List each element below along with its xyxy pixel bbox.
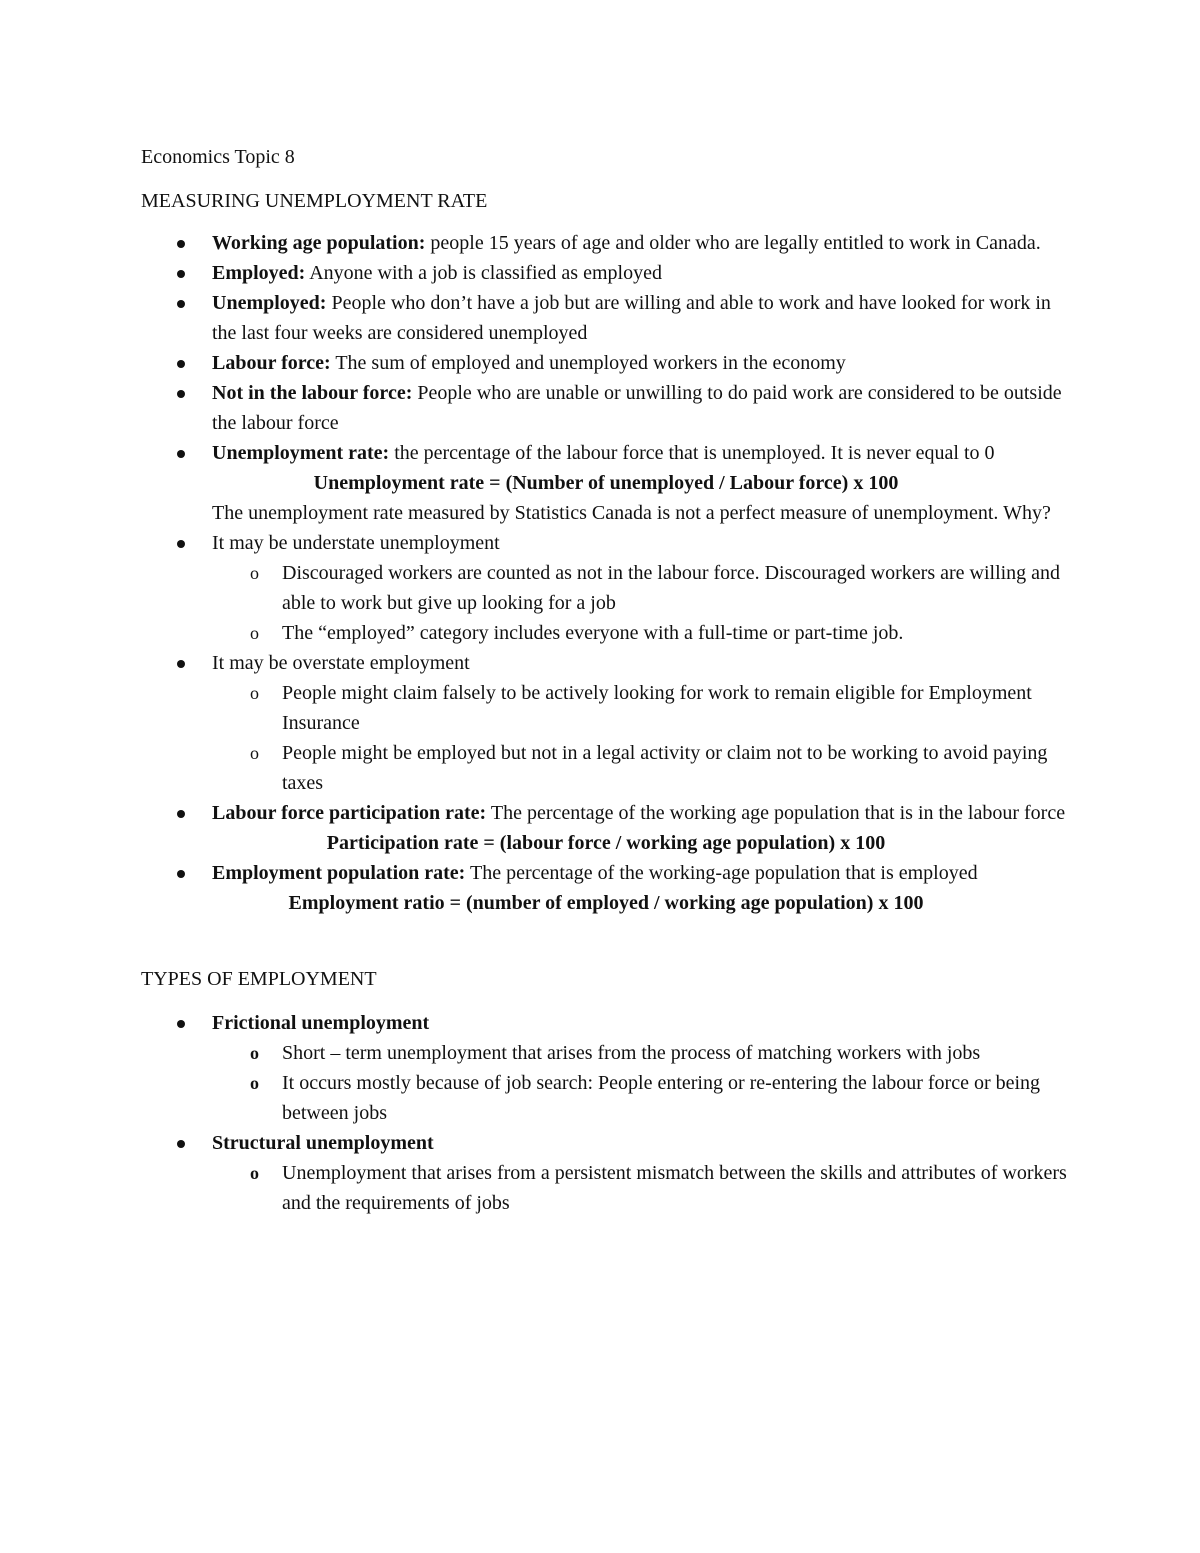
definition-text: People who are unable or unwilling to do paid work are considered to be outside the labour force xyxy=(212,382,1062,434)
sub-item-text: People might claim falsely to be actively looking for work to remain eligible for Employment Insurance xyxy=(282,682,1032,734)
bullet-icon xyxy=(177,240,185,248)
circle-bullet-icon: o xyxy=(250,1073,259,1093)
term-label: Not in the labour force: xyxy=(212,382,413,404)
list-item xyxy=(141,288,1071,348)
circle-bullet-icon: o xyxy=(250,563,259,583)
term-label: Working age population: xyxy=(212,232,426,254)
sub-item-text: Unemployment that arises from a persistent mismatch between the skills and attributes of workers and the requirements of jobs xyxy=(282,1162,1067,1214)
sub-list-item xyxy=(212,738,1071,798)
term-label: Labour force participation rate: xyxy=(212,802,487,824)
item-text: It may be understate unemployment xyxy=(212,532,500,554)
circle-bullet-icon: o xyxy=(250,1043,259,1063)
sub-list xyxy=(212,678,1071,798)
sub-item-text: Discouraged workers are counted as not in the labour force. Discouraged workers are willing and able to work but give up looking for a job xyxy=(282,562,1061,614)
sub-list-item xyxy=(212,678,1071,738)
bullet-icon xyxy=(177,360,185,368)
document-page xyxy=(141,142,1071,1218)
bullet-icon xyxy=(177,390,185,398)
bullet-icon xyxy=(177,660,185,668)
bullet-icon xyxy=(177,1020,185,1028)
bullet-icon xyxy=(177,810,185,818)
note-text: The unemployment rate measured by Statistics Canada is not a perfect measure of unemployment. Why? xyxy=(212,502,1051,524)
list-item xyxy=(141,438,1071,528)
document-title: Economics Topic 8 xyxy=(141,146,295,168)
list-item xyxy=(141,228,1071,258)
sub-item-text: People might be employed but not in a legal activity or claim not to be working to avoid paying taxes xyxy=(282,742,1048,794)
bullet-icon xyxy=(177,1140,185,1148)
types-list xyxy=(141,1008,1071,1218)
measuring-list xyxy=(141,228,1071,918)
sub-list-item xyxy=(212,618,1071,648)
circle-bullet-icon: o xyxy=(250,623,259,643)
list-item xyxy=(141,528,1071,648)
section-heading-measuring: MEASURING UNEMPLOYMENT RATE xyxy=(141,190,488,212)
circle-bullet-icon: o xyxy=(250,683,259,703)
list-item xyxy=(141,858,1071,918)
term-label: Frictional unemployment xyxy=(212,1012,430,1034)
list-item xyxy=(141,258,1071,288)
unemployment-rate-formula: Unemployment rate = (Number of unemployed / Labour force) x 100 xyxy=(313,472,899,494)
definition-text: People who don’t have a job but are willing and able to work and have looked for work in the last four weeks are considered unemployed xyxy=(212,292,1051,344)
term-label: Structural unemployment xyxy=(212,1132,434,1154)
participation-rate-formula: Participation rate = (labour force / working age population) x 100 xyxy=(326,832,886,854)
definition-text: people 15 years of age and older who are legally entitled to work in Canada. xyxy=(425,232,1041,254)
definition-text: the percentage of the labour force that is unemployed. It is never equal to 0 xyxy=(389,442,995,464)
bullet-icon xyxy=(177,540,185,548)
sub-list-item xyxy=(212,1068,1071,1128)
definition-text: The sum of employed and unemployed workers in the economy xyxy=(330,352,846,374)
list-item xyxy=(141,378,1071,438)
term-label: Employed: xyxy=(212,262,306,284)
sub-item-text: Short – term unemployment that arises from the process of matching workers with jobs xyxy=(282,1042,981,1064)
term-label: Employment population rate: xyxy=(212,862,466,884)
sub-list xyxy=(212,1158,1071,1218)
bullet-icon xyxy=(177,870,185,878)
list-item xyxy=(141,798,1071,858)
sub-list-item xyxy=(212,1158,1071,1218)
sub-item-text: The “employed” category includes everyone with a full-time or part-time job. xyxy=(282,622,904,644)
list-item xyxy=(141,1128,1071,1218)
term-label: Labour force: xyxy=(212,352,331,374)
sub-list xyxy=(212,1038,1071,1128)
term-label: Unemployed: xyxy=(212,292,327,314)
list-item xyxy=(141,648,1071,798)
bullet-icon xyxy=(177,300,185,308)
term-label: Unemployment rate: xyxy=(212,442,390,464)
employment-ratio-formula: Employment ratio = (number of employed / working age population) x 100 xyxy=(288,892,924,914)
sub-list-item xyxy=(212,558,1071,618)
definition-text: The percentage of the working-age population that is employed xyxy=(465,862,978,884)
sub-list xyxy=(212,558,1071,648)
list-item xyxy=(141,1008,1071,1128)
bullet-icon xyxy=(177,270,185,278)
sub-list-item xyxy=(212,1038,1071,1068)
bullet-icon xyxy=(177,450,185,458)
section-heading-types: TYPES OF EMPLOYMENT xyxy=(141,968,377,990)
circle-bullet-icon: o xyxy=(250,743,259,763)
item-text: It may be overstate employment xyxy=(212,652,470,674)
definition-text: The percentage of the working age population that is in the labour force xyxy=(486,802,1066,824)
list-item xyxy=(141,348,1071,378)
circle-bullet-icon: o xyxy=(250,1163,259,1183)
sub-item-text: It occurs mostly because of job search: People entering or re-entering the labour force or being between jobs xyxy=(282,1072,1041,1124)
definition-text: Anyone with a job is classified as employed xyxy=(305,262,662,284)
